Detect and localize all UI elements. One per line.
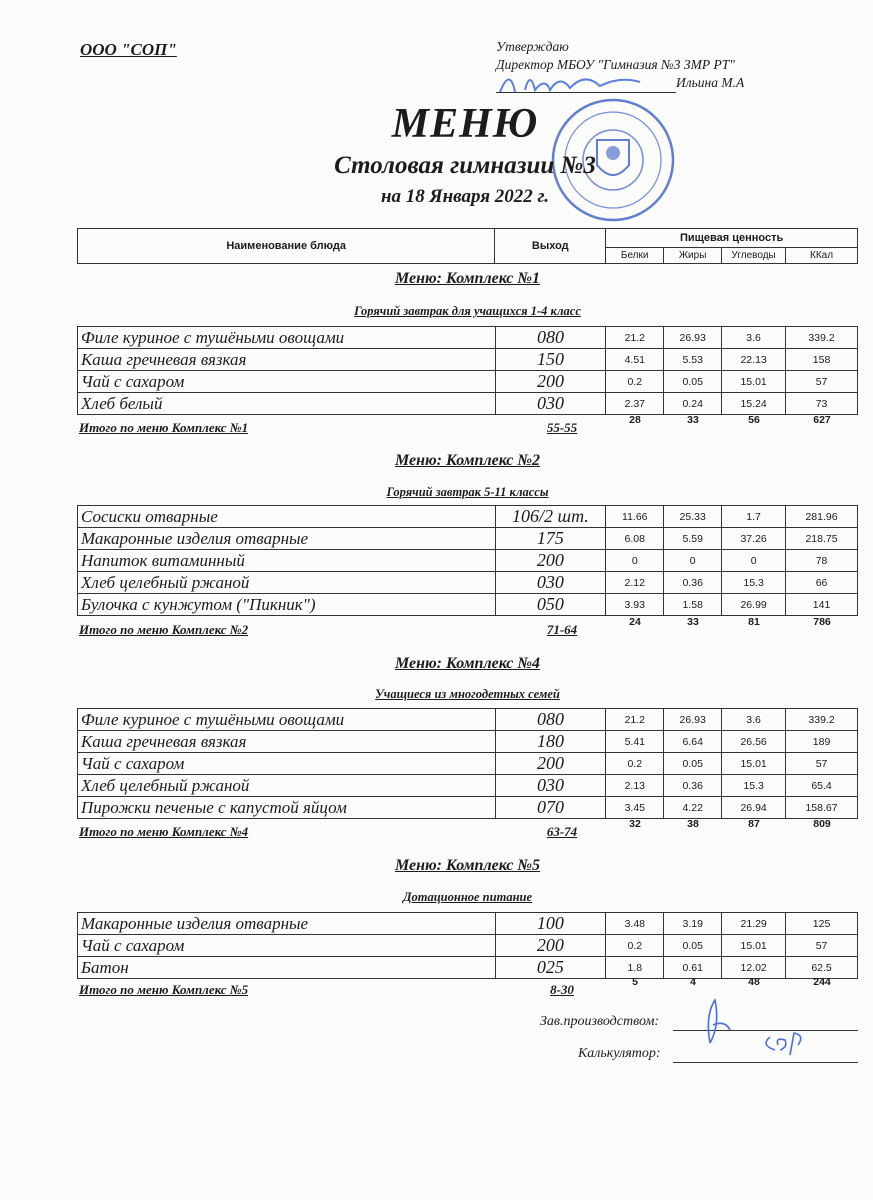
fat-value: 0.05	[664, 371, 722, 393]
dish-name: Филе куриное с тушёными овощами	[78, 709, 496, 731]
total-value: 81	[748, 616, 760, 628]
protein-value: 6.08	[606, 528, 664, 550]
fat-value: 0.36	[664, 572, 722, 594]
kcal-value: 141	[786, 594, 858, 616]
dish-name: Сосиски отварные	[78, 506, 496, 528]
kcal-value: 189	[786, 731, 858, 753]
fat-value: 26.93	[664, 327, 722, 349]
approve-name: Ильина М.А	[676, 75, 745, 90]
kcal-value: 158	[786, 349, 858, 371]
protein-value: 0.2	[606, 753, 664, 775]
menu-date: на 18 Января 2022 г.	[380, 186, 550, 207]
fat-value: 0.36	[664, 775, 722, 797]
carbs-value: 26.94	[722, 797, 786, 819]
kcal-value: 339.2	[786, 709, 858, 731]
total-value: 33	[687, 414, 699, 426]
dish-name: Хлеб целебный ржаной	[78, 572, 496, 594]
table-row	[78, 935, 858, 957]
fat-value: 0.61	[664, 957, 722, 979]
protein-value: 2.12	[606, 572, 664, 594]
fat-value: 0	[664, 550, 722, 572]
menu-table	[77, 505, 858, 616]
total-price: 8-30	[550, 982, 574, 997]
page-subtitle: Столовая гимназии №3	[334, 152, 596, 179]
col-fat: Жиры	[664, 248, 722, 264]
kcal-value: 218.75	[786, 528, 858, 550]
table-row	[78, 506, 858, 528]
carbs-value: 0	[722, 550, 786, 572]
col-name: Наименование блюда	[78, 229, 495, 264]
section-title: Меню: Комплекс №5	[394, 857, 541, 874]
carbs-value: 22.13	[722, 349, 786, 371]
approve-label: Утверждаю	[496, 39, 569, 54]
carbs-value: 21.29	[722, 913, 786, 935]
fat-value: 1.58	[664, 594, 722, 616]
protein-value: 1.8	[606, 957, 664, 979]
dish-name: Чай с сахаром	[78, 935, 496, 957]
dish-name: Хлеб белый	[78, 393, 496, 415]
kcal-value: 57	[786, 753, 858, 775]
dish-output: 030	[495, 393, 606, 415]
dish-output: 106/2 шт.	[495, 506, 606, 528]
dish-name: Макаронные изделия отварные	[78, 528, 496, 550]
section-subtitle: Горячий завтрак для учащихся 1-4 класс	[354, 304, 581, 318]
signatures-icon	[680, 995, 840, 1065]
table-row	[78, 550, 858, 572]
total-value: 627	[813, 414, 831, 426]
carbs-value: 3.6	[722, 709, 786, 731]
dish-output: 080	[495, 327, 606, 349]
carbs-value: 15.3	[722, 572, 786, 594]
protein-value: 2.37	[606, 393, 664, 415]
table-row	[78, 797, 858, 819]
carbs-value: 15.01	[722, 371, 786, 393]
section-title: Меню: Комплекс №2	[394, 452, 541, 469]
carbs-value: 15.01	[722, 753, 786, 775]
fat-value: 4.22	[664, 797, 722, 819]
table-row	[78, 572, 858, 594]
fat-value: 0.05	[664, 753, 722, 775]
dish-name: Напиток витаминный	[78, 550, 496, 572]
dish-name: Пирожки печеные с капустой яйцом	[78, 797, 496, 819]
dish-output: 030	[495, 572, 606, 594]
total-value: 786	[813, 616, 831, 628]
dish-output: 200	[495, 753, 606, 775]
table-row	[78, 594, 858, 616]
dish-output: 030	[495, 775, 606, 797]
kcal-value: 66	[786, 572, 858, 594]
kcal-value: 62.5	[786, 957, 858, 979]
section-total	[77, 414, 858, 436]
kcal-value: 65.4	[786, 775, 858, 797]
dish-name: Чай с сахаром	[78, 753, 496, 775]
total-value: 38	[687, 818, 699, 830]
dish-name: Чай с сахаром	[78, 371, 496, 393]
carbs-value: 12.02	[722, 957, 786, 979]
dish-output: 080	[495, 709, 606, 731]
kcal-value: 73	[786, 393, 858, 415]
section-total	[77, 616, 858, 638]
fat-value: 0.24	[664, 393, 722, 415]
protein-value: 3.93	[606, 594, 664, 616]
protein-value: 11.66	[606, 506, 664, 528]
table-row	[78, 327, 858, 349]
kcal-value: 281.96	[786, 506, 858, 528]
column-header	[77, 228, 858, 264]
carbs-value: 15.24	[722, 393, 786, 415]
col-protein: Белки	[606, 248, 664, 264]
carbs-value: 26.56	[722, 731, 786, 753]
dish-output: 180	[495, 731, 606, 753]
total-value: 28	[629, 414, 641, 426]
fat-value: 5.59	[664, 528, 722, 550]
protein-value: 0	[606, 550, 664, 572]
organization-name: ООО "СОП"	[80, 40, 177, 59]
dish-output: 070	[495, 797, 606, 819]
fat-value: 0.05	[664, 935, 722, 957]
protein-value: 21.2	[606, 327, 664, 349]
section-total	[77, 818, 858, 840]
table-row	[78, 371, 858, 393]
section-title: Меню: Комплекс №4	[394, 655, 541, 672]
total-label: Итого по меню Комплекс №5	[79, 982, 249, 997]
table-row	[78, 731, 858, 753]
total-value: 5	[632, 976, 638, 988]
kcal-value: 78	[786, 550, 858, 572]
protein-value: 2.13	[606, 775, 664, 797]
menu-table	[77, 912, 858, 979]
total-value: 244	[813, 976, 831, 988]
section-subtitle: Горячий завтрак 5-11 классы	[386, 485, 549, 499]
kcal-value: 125	[786, 913, 858, 935]
col-output: Выход	[495, 229, 606, 264]
menu-table	[77, 708, 858, 819]
fat-value: 5.53	[664, 349, 722, 371]
dish-name: Каша гречневая вязкая	[78, 349, 496, 371]
total-value: 56	[748, 414, 760, 426]
table-row	[78, 709, 858, 731]
total-label: Итого по меню Комплекс №1	[79, 420, 249, 435]
dish-name: Филе куриное с тушёными овощами	[78, 327, 496, 349]
col-nutrition: Пищевая ценность	[606, 229, 858, 248]
protein-value: 0.2	[606, 371, 664, 393]
kcal-value: 57	[786, 371, 858, 393]
production-label: Зав.производством:	[540, 1014, 660, 1029]
total-value: 87	[748, 818, 760, 830]
dish-output: 050	[495, 594, 606, 616]
total-price: 63-74	[546, 824, 578, 839]
dish-name: Макаронные изделия отварные	[78, 913, 496, 935]
dish-name: Батон	[78, 957, 496, 979]
table-row	[78, 753, 858, 775]
kcal-value: 57	[786, 935, 858, 957]
total-value: 809	[813, 818, 831, 830]
total-price: 55-55	[546, 420, 578, 435]
carbs-value: 37.26	[722, 528, 786, 550]
table-row	[78, 913, 858, 935]
total-price: 71-64	[546, 622, 578, 637]
protein-value: 4.51	[606, 349, 664, 371]
total-value: 48	[748, 976, 760, 988]
kcal-value: 158.67	[786, 797, 858, 819]
col-kcal: ККал	[786, 248, 858, 264]
fat-value: 3.19	[664, 913, 722, 935]
fat-value: 26.93	[664, 709, 722, 731]
section-subtitle: Учащиеся из многодетных семей	[375, 687, 560, 701]
menu-table	[77, 326, 858, 415]
protein-value: 3.48	[606, 913, 664, 935]
approve-position: Директор МБОУ "Гимназия №3 ЗМР РТ"	[496, 57, 735, 72]
total-label: Итого по меню Комплекс №2	[79, 622, 249, 637]
table-row	[78, 393, 858, 415]
carbs-value: 26.99	[722, 594, 786, 616]
section-title: Меню: Комплекс №1	[394, 270, 541, 287]
carbs-value: 1.7	[722, 506, 786, 528]
dish-output: 150	[495, 349, 606, 371]
table-row	[78, 775, 858, 797]
fat-value: 25.33	[664, 506, 722, 528]
dish-name: Хлеб целебный ржаной	[78, 775, 496, 797]
calculator-label: Калькулятор:	[578, 1046, 661, 1061]
dish-name: Каша гречневая вязкая	[78, 731, 496, 753]
dish-output: 025	[495, 957, 606, 979]
carbs-value: 15.01	[722, 935, 786, 957]
dish-output: 175	[495, 528, 606, 550]
protein-value: 5.41	[606, 731, 664, 753]
protein-value: 3.45	[606, 797, 664, 819]
page-title: МЕНЮ	[391, 101, 539, 147]
dish-output: 100	[495, 913, 606, 935]
section-subtitle: Дотационное питание	[402, 890, 533, 904]
protein-value: 21.2	[606, 709, 664, 731]
carbs-value: 3.6	[722, 327, 786, 349]
dish-output: 200	[495, 935, 606, 957]
fat-value: 6.64	[664, 731, 722, 753]
dish-output: 200	[495, 550, 606, 572]
table-row	[78, 528, 858, 550]
table-row	[78, 349, 858, 371]
total-value: 32	[629, 818, 641, 830]
total-value: 24	[629, 616, 641, 628]
total-label: Итого по меню Комплекс №4	[79, 824, 249, 839]
total-value: 4	[690, 976, 696, 988]
col-carbs: Углеводы	[722, 248, 786, 264]
carbs-value: 15.3	[722, 775, 786, 797]
dish-output: 200	[495, 371, 606, 393]
protein-value: 0.2	[606, 935, 664, 957]
kcal-value: 339.2	[786, 327, 858, 349]
dish-name: Булочка с кунжутом ("Пикник")	[78, 594, 496, 616]
total-value: 33	[687, 616, 699, 628]
